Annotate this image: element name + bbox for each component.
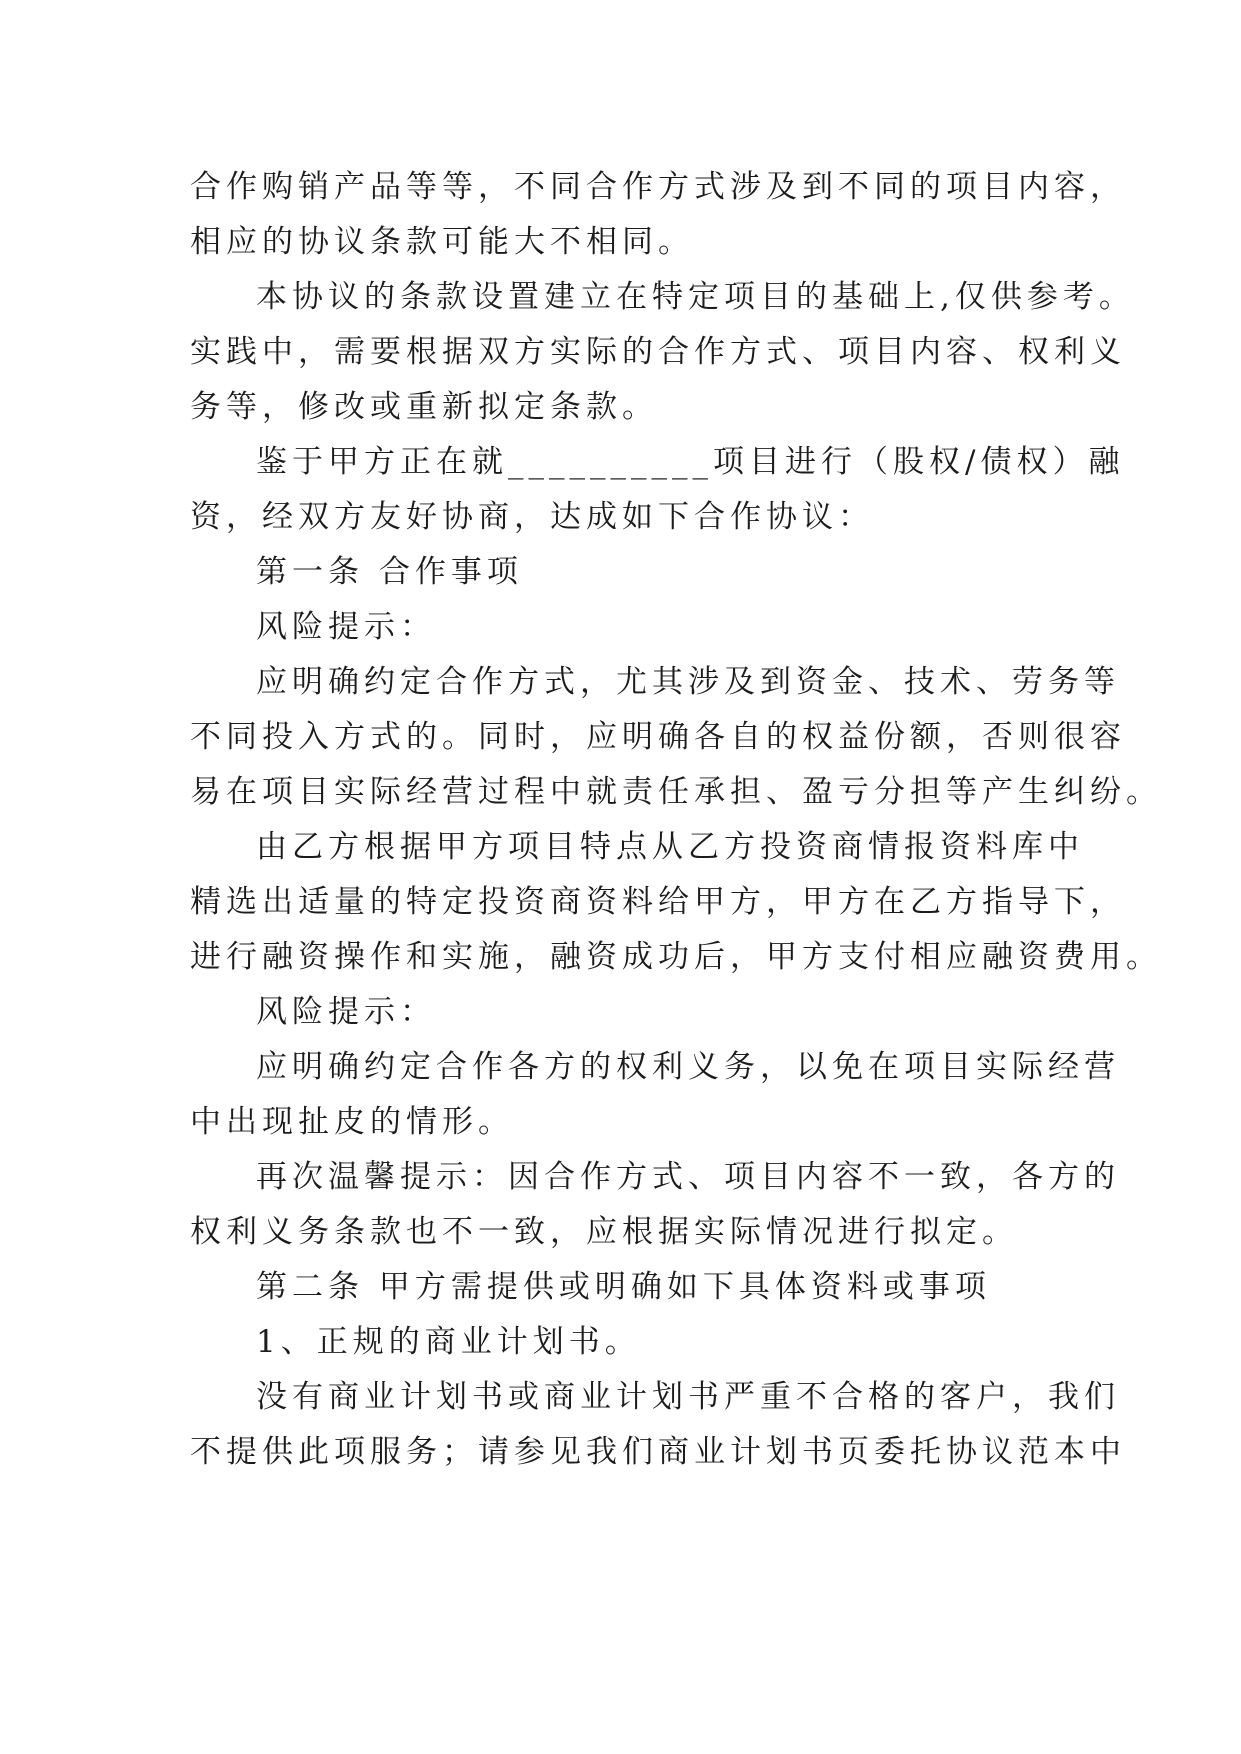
list-item: 1、正规的商业计划书。 bbox=[256, 1324, 641, 1360]
text-line: 资，经双方友好协商，达成如下合作协议： bbox=[190, 499, 874, 535]
text-line: 实践中，需要根据双方实际的合作方式、项目内容、权利义 bbox=[190, 334, 1126, 370]
text-line: 鉴于甲方正在就__________项目进行（股权/债权）融 bbox=[256, 444, 1125, 480]
text-line: 精选出适量的特定投资商资料给甲方，甲方在乙方指导下， bbox=[190, 884, 1126, 920]
text-line: 中出现扯皮的情形。 bbox=[190, 1104, 514, 1140]
text-line: 不提供此项服务；请参见我们商业计划书页委托协议范本中 bbox=[190, 1434, 1126, 1470]
risk-label: 风险提示： bbox=[256, 994, 436, 1030]
text-line: 没有商业计划书或商业计划书严重不合格的客户，我们 bbox=[256, 1379, 1120, 1415]
document-body bbox=[190, 160, 1162, 1480]
text-line: 应明确约定合作方式，尤其涉及到资金、技术、劳务等 bbox=[256, 664, 1120, 700]
text-line: 再次温馨提示：因合作方式、项目内容不一致，各方的 bbox=[256, 1159, 1120, 1195]
risk-label: 风险提示： bbox=[256, 609, 436, 645]
text-line: 由乙方根据甲方项目特点从乙方投资商情报资料库中 bbox=[256, 829, 1084, 865]
text-line: 进行融资操作和实施，融资成功后，甲方支付相应融资费用。 bbox=[190, 939, 1162, 975]
text-line: 易在项目实际经营过程中就责任承担、盈亏分担等产生纠纷。 bbox=[190, 774, 1162, 810]
section-heading: 第一条 合作事项 bbox=[256, 554, 523, 590]
text-line: 合作购销产品等等，不同合作方式涉及到不同的项目内容， bbox=[190, 169, 1126, 205]
text-line: 本协议的条款设置建立在特定项目的基础上,仅供参考。 bbox=[256, 279, 1135, 315]
text-line: 应明确约定合作各方的权利义务，以免在项目实际经营 bbox=[256, 1049, 1120, 1085]
text-line: 务等，修改或重新拟定条款。 bbox=[190, 389, 658, 425]
text-line: 相应的协议条款可能大不相同。 bbox=[190, 224, 694, 260]
text-line: 不同投入方式的。同时，应明确各自的权益份额，否则很容 bbox=[190, 719, 1126, 755]
text-line: 权利义务条款也不一致，应根据实际情况进行拟定。 bbox=[190, 1214, 1018, 1250]
section-heading: 第二条 甲方需提供或明确如下具体资料或事项 bbox=[256, 1269, 991, 1305]
